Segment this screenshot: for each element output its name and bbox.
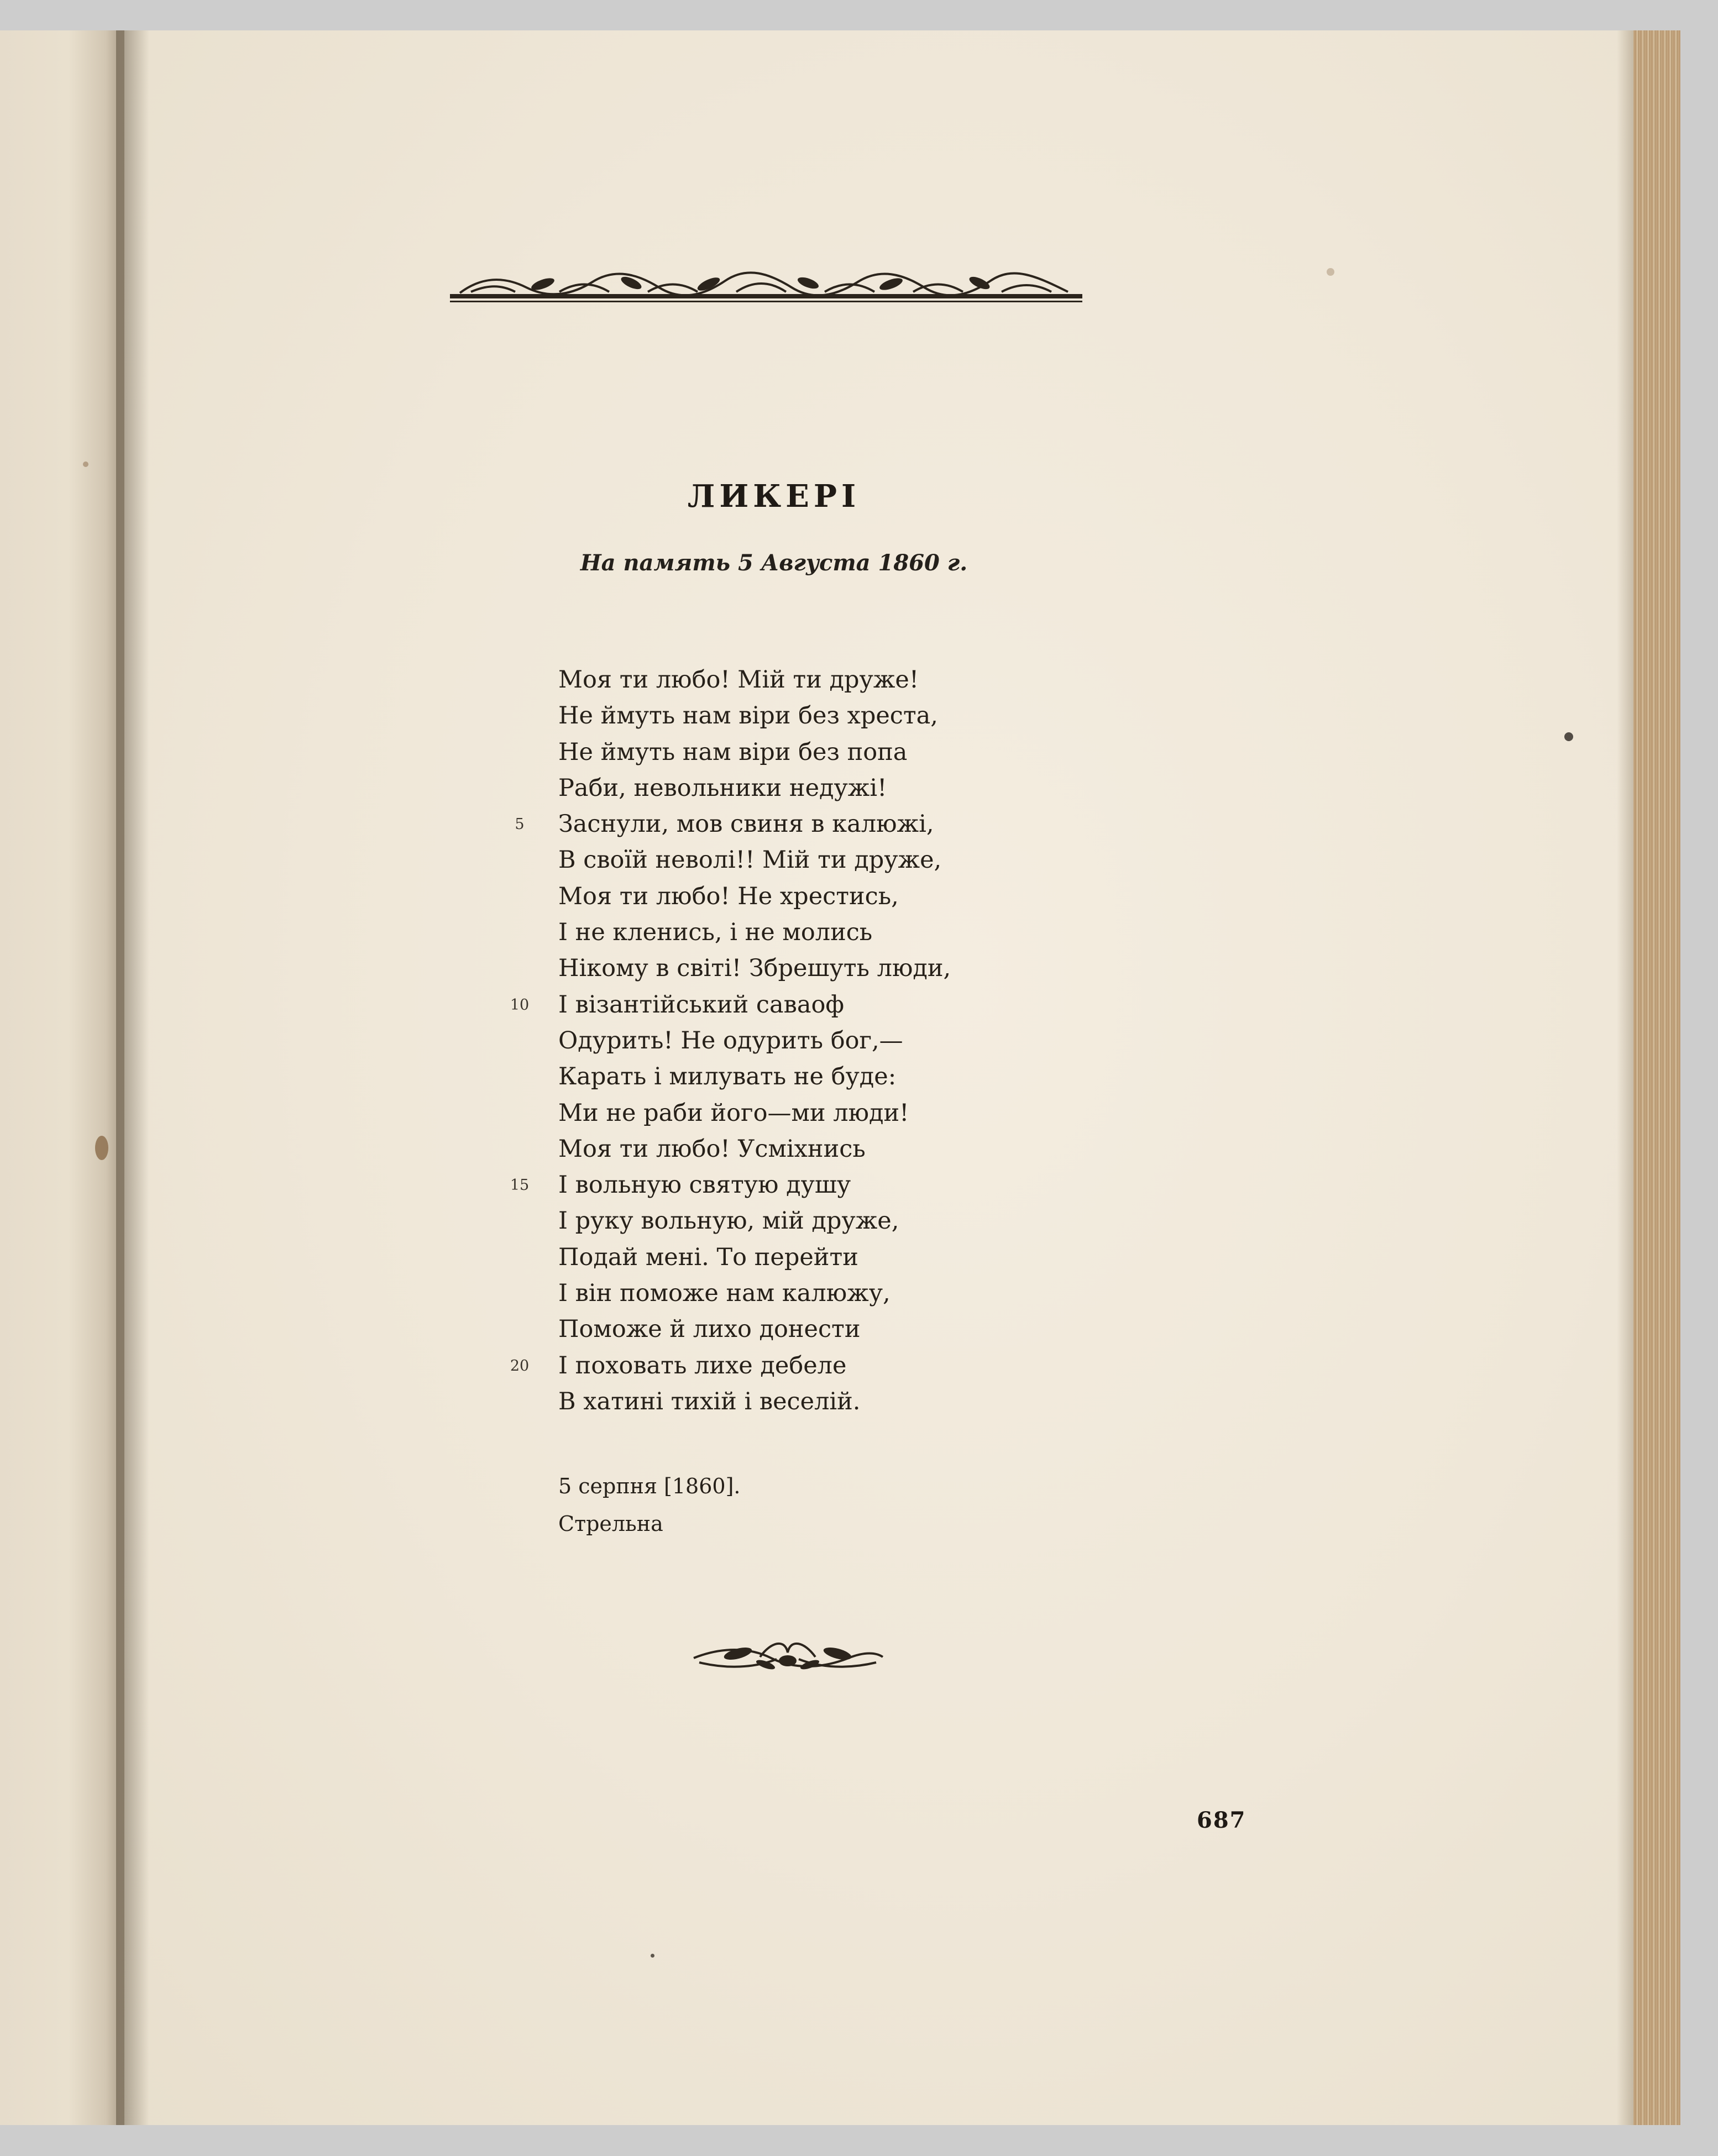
tailpiece-ornament	[688, 1630, 887, 1680]
line-text: Моя ти любо! Мій ти друже!	[558, 666, 919, 694]
line-text: В хатині тихій і веселій.	[558, 1387, 861, 1415]
poem-line	[510, 1348, 1056, 1384]
line-text: Нікому в світі! Збрешуть люди,	[558, 954, 951, 983]
line-text: Карать і милувать не буде:	[558, 1063, 897, 1091]
poem-line	[558, 1059, 1056, 1095]
line-text: Моя ти любо! Не хрестись,	[558, 882, 899, 910]
foxing-spot	[1327, 268, 1334, 276]
line-text: Раби, невольники недужі!	[558, 774, 887, 802]
poem-line	[558, 662, 1056, 698]
poem-line	[558, 915, 1056, 951]
left-page-edge	[0, 30, 124, 2125]
poem-line	[558, 698, 1056, 734]
poem-line	[558, 735, 1056, 770]
poem-dedication: На память 5 Августа 1860 г.	[580, 550, 968, 576]
poem-line	[510, 987, 1056, 1023]
line-text: І поховать лихе дебеле	[558, 1351, 847, 1379]
book-gutter	[116, 30, 149, 2125]
poem-line	[558, 1023, 1056, 1059]
foxing-spot	[83, 461, 88, 467]
poem-line	[558, 951, 1056, 987]
foxing-spot	[651, 1954, 654, 1958]
foxing-spot	[95, 1136, 108, 1160]
page-number: 687	[1197, 1807, 1246, 1833]
line-text: Подай мені. То перейти	[558, 1243, 858, 1271]
page-stack-edge	[1633, 30, 1680, 2125]
poem-place: Стрельна	[558, 1512, 663, 1536]
foxing-spot	[1564, 732, 1573, 741]
book-scan	[0, 30, 1680, 2125]
line-text: Заснули, мов свиня в калюжі,	[558, 810, 934, 838]
poem-line	[558, 1312, 1056, 1347]
poem-date: 5 серпня [1860].	[558, 1474, 741, 1498]
line-number: 20	[510, 1357, 530, 1375]
headpiece-ornament	[449, 271, 1083, 310]
poem-line	[558, 1203, 1056, 1239]
line-text: В своїй неволі!! Мій ти друже,	[558, 846, 942, 874]
line-text: Не ймуть нам віри без попа	[558, 738, 908, 766]
poem-line	[558, 1276, 1056, 1312]
poem-line	[558, 1131, 1056, 1167]
line-text: Одурить! Не одурить бог,—	[558, 1026, 903, 1055]
poem-body	[510, 662, 1056, 1420]
line-number: 10	[510, 996, 530, 1014]
line-text: І візантійський саваоф	[558, 990, 845, 1019]
line-text: Не ймуть нам віри без хреста,	[558, 702, 938, 730]
poem-line	[515, 806, 1056, 842]
poem-line	[558, 1240, 1056, 1276]
poem-line	[558, 770, 1056, 806]
line-text: І він поможе нам калюжу,	[558, 1279, 891, 1308]
line-text: Ми не раби його—ми люди!	[558, 1099, 909, 1127]
poem-line	[558, 1095, 1056, 1131]
poem-line	[558, 1384, 1056, 1420]
line-number: 15	[510, 1177, 530, 1194]
line-number: 5	[515, 816, 525, 833]
line-text: І руку вольную, мій друже,	[558, 1207, 899, 1235]
poem-line	[558, 842, 1056, 878]
line-text: І не кленись, і не молись	[558, 919, 873, 947]
poem-line	[558, 879, 1056, 915]
poem-line	[510, 1167, 1056, 1203]
line-text: Поможе й лихо донести	[558, 1315, 861, 1344]
poem-title: ЛИКЕРІ	[687, 478, 861, 515]
line-text: І вольную святую душу	[558, 1171, 851, 1199]
line-text: Моя ти любо! Усміхнись	[558, 1135, 866, 1163]
